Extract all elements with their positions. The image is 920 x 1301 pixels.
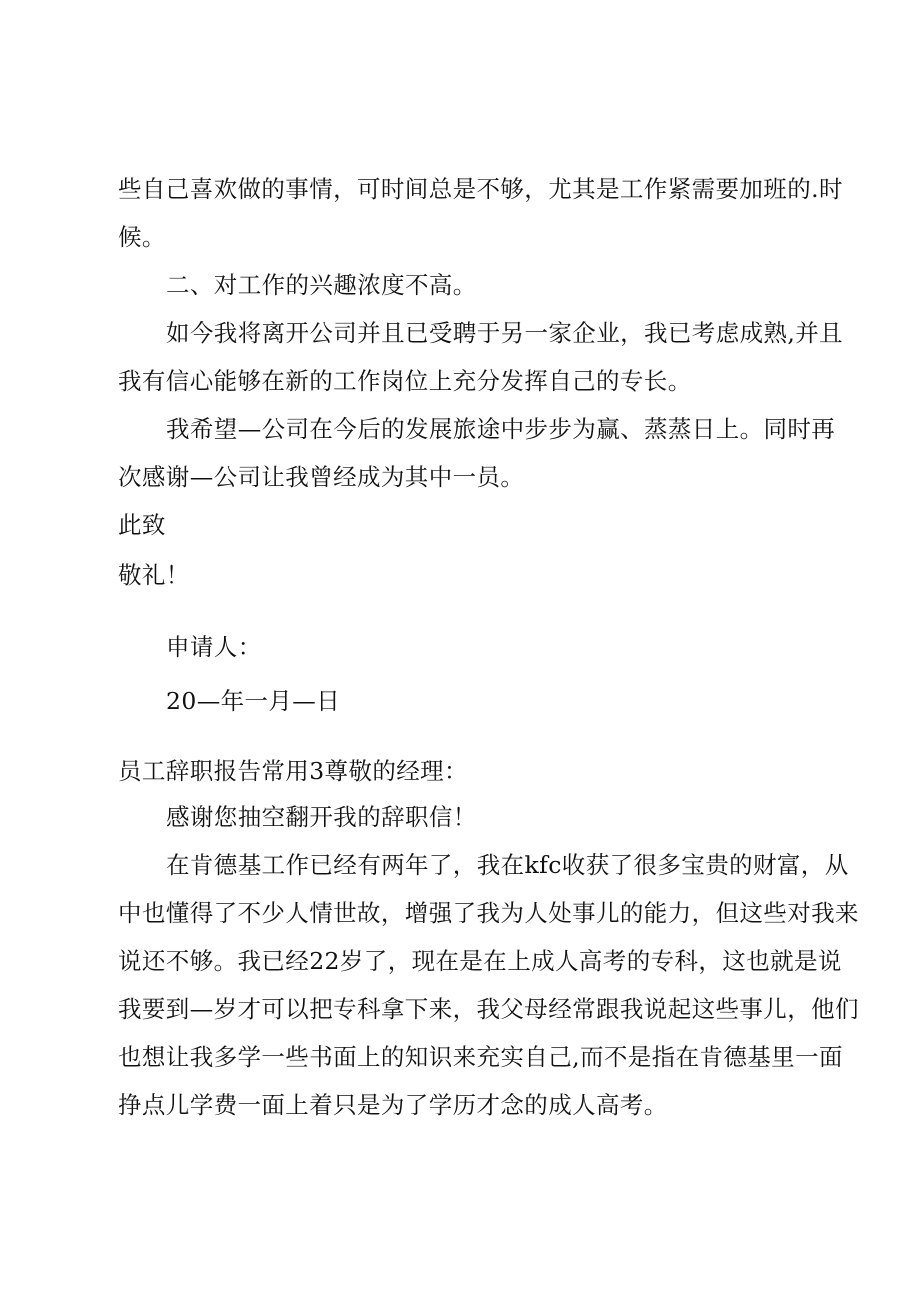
paragraph-line: 说还不够。我已经22岁了，现在是在上成人高考的专科，这也就是说 [118,947,842,975]
paragraph-line: 也想让我多学一些书面上的知识来充实自己,而不是指在肯德基里一面 [118,1043,843,1071]
opening-line: 感谢您抽空翻开我的辞职信！ [166,803,477,831]
paragraph-line: 我希望—公司在今后的发展旅途中步步为赢、蒸蒸日上。同时再 [166,415,836,443]
applicant-label: 申请人： [166,633,262,661]
closing-salutation: 此致 [118,511,166,539]
paragraph-line: 次感谢—公司让我曾经成为其中一员。 [118,463,525,491]
section-title: 员工辞职报告常用3尊敬的经理： [118,757,468,785]
date-line: 20—年一月—日 [166,687,341,715]
paragraph-line: 我要到—岁才可以把专科拿下来，我父母经常跟我说起这些事儿，他们 [118,995,859,1023]
section-heading: 二、对工作的兴趣浓度不高。 [166,271,477,299]
paragraph-line: 如今我将离开公司并且已受聘于另一家企业，我已考虑成熟,并且 [166,319,844,347]
paragraph-line: 些自己喜欢做的事情，可时间总是不够，尤其是工作紧需要加班的.时 [118,175,843,203]
paragraph-line: 中也懂得了不少人情世故，增强了我为人处事儿的能力，但这些对我来 [118,899,859,927]
paragraph-line: 挣点儿学费一面上着只是为了学历才念的成人高考。 [118,1091,668,1119]
closing-regards: 敬礼！ [118,561,190,589]
paragraph-line: 候。 [118,223,166,251]
paragraph-line: 我有信心能够在新的工作岗位上充分发挥自己的专长。 [118,367,692,395]
paragraph-line: 在肯德基工作已经有两年了，我在kfc收获了很多宝贵的财富，从 [166,851,849,879]
